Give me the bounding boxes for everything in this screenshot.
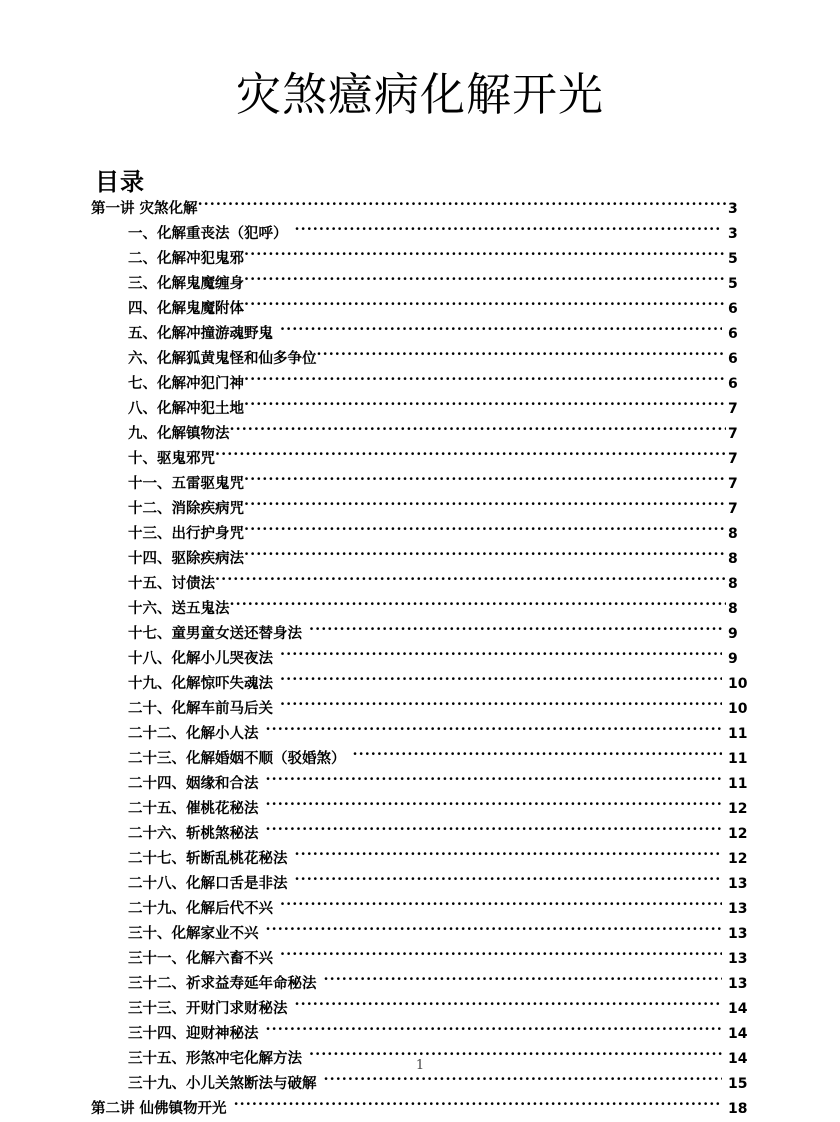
toc-entry-label: 二十七、斩断乱桃花秘法 [128, 850, 288, 867]
footer-page-number: 1 [415, 1058, 425, 1073]
toc-entry-label: 第一讲 灾煞化解 [91, 200, 198, 217]
toc-entry-page-number: 14 [728, 1001, 748, 1017]
toc-entry-page-number: 6 [728, 301, 738, 317]
toc-entry-page-number: 8 [728, 576, 738, 592]
toc-entry-page-number: 11 [728, 751, 748, 767]
toc-entry-label: 二十四、姻缘和合法 [128, 775, 259, 792]
toc-entry-page-number: 3 [728, 226, 738, 242]
toc-entry-label: 二、化解冲犯鬼邪 [128, 250, 244, 267]
toc-entry-label: 十八、化解小儿哭夜法 [128, 650, 273, 667]
toc-dot-leader [244, 263, 726, 288]
toc-dot-leader [215, 563, 726, 588]
toc-dot-leader [244, 538, 726, 563]
toc-dot-leader [295, 988, 723, 1013]
toc-entry-label: 三十二、祈求益寿延年命秘法 [128, 975, 317, 992]
toc-dot-leader [280, 688, 722, 713]
toc-dot-leader [266, 1013, 723, 1038]
toc-entry-label: 二十二、化解小人法 [128, 725, 259, 742]
toc-entry[interactable] [0, 338, 840, 367]
toc-entry[interactable] [0, 663, 840, 692]
toc-entry-page-number: 11 [728, 726, 748, 742]
toc-dot-leader [266, 788, 723, 813]
toc-entry-page-number: 15 [728, 1076, 748, 1092]
toc-dot-leader [244, 488, 726, 513]
toc-dot-leader [280, 638, 722, 663]
toc-dot-leader [266, 913, 723, 938]
toc-entry-label: 三十四、迎财神秘法 [128, 1025, 259, 1042]
toc-entry-page-number: 13 [728, 976, 748, 992]
toc-dot-leader [295, 213, 723, 238]
toc-entry[interactable] [0, 963, 840, 992]
toc-entry-page-number: 13 [728, 926, 748, 942]
toc-entry-page-number: 12 [728, 826, 748, 842]
toc-entry[interactable] [0, 263, 840, 292]
toc-entry-label: 五、化解冲撞游魂野鬼 [128, 325, 273, 342]
toc-entry-label: 三十五、形煞冲宅化解方法 [128, 1050, 302, 1067]
toc-entry-page-number: 13 [728, 876, 748, 892]
toc-entry-page-number: 6 [728, 326, 738, 342]
toc-entry[interactable] [0, 838, 840, 867]
toc-entry-label: 三、化解鬼魔缠身 [128, 275, 244, 292]
toc-entry[interactable] [0, 638, 840, 667]
toc-dot-leader [244, 288, 726, 313]
toc-entry-label: 十三、出行护身咒 [128, 525, 244, 542]
toc-entry-page-number: 13 [728, 901, 748, 917]
toc-entry-label: 十九、化解惊吓失魂法 [128, 675, 273, 692]
toc-entry[interactable] [0, 863, 840, 892]
toc-entry-label: 六、化解狐黄鬼怪和仙多争位 [128, 350, 317, 367]
toc-entry[interactable] [0, 913, 840, 942]
toc-entry[interactable] [0, 613, 840, 642]
toc-dot-leader [244, 363, 726, 388]
toc-entry-label: 七、化解冲犯门神 [128, 375, 244, 392]
toc-dot-leader [353, 738, 723, 763]
toc-entry-page-number: 9 [728, 626, 738, 642]
toc-dot-leader [280, 938, 722, 963]
toc-entry-page-number: 5 [728, 251, 738, 267]
toc-dot-leader [280, 313, 722, 338]
toc-entry-label: 三十一、化解六畜不兴 [128, 950, 273, 967]
toc-dot-leader [317, 338, 727, 363]
toc-entry-page-number: 12 [728, 851, 748, 867]
toc-entry-label: 三十、化解家业不兴 [128, 925, 259, 942]
toc-entry-page-number: 14 [728, 1026, 748, 1042]
toc-entry-label: 四、化解鬼魔附体 [128, 300, 244, 317]
toc-entry-page-number: 18 [728, 1101, 748, 1117]
toc-dot-leader [234, 1088, 722, 1113]
toc-entry[interactable] [0, 363, 840, 392]
toc-entry-page-number: 12 [728, 801, 748, 817]
toc-entry[interactable] [0, 988, 840, 1017]
toc-dot-leader [244, 463, 726, 488]
toc-dot-leader [309, 613, 722, 638]
toc-entry-page-number: 9 [728, 651, 738, 667]
toc-entry-page-number: 7 [728, 451, 738, 467]
table-of-contents [0, 188, 840, 1117]
toc-entry-label: 第二讲 仙佛镇物开光 [91, 1100, 227, 1117]
toc-entry[interactable] [0, 438, 840, 467]
toc-dot-leader [215, 438, 726, 463]
toc-dot-leader [244, 513, 726, 538]
toc-entry[interactable] [0, 738, 840, 767]
toc-dot-leader [230, 588, 727, 613]
toc-entry-page-number: 6 [728, 376, 738, 392]
toc-dot-leader [266, 763, 723, 788]
toc-entry-label: 十五、讨债法 [128, 575, 215, 592]
toc-entry[interactable] [0, 488, 840, 517]
toc-entry[interactable] [0, 788, 840, 817]
toc-entry[interactable] [0, 288, 840, 317]
toc-entry[interactable] [0, 888, 840, 917]
toc-entry-label: 二十九、化解后代不兴 [128, 900, 273, 917]
toc-entry-page-number: 8 [728, 526, 738, 542]
toc-dot-leader [244, 388, 726, 413]
toc-entry-page-number: 7 [728, 401, 738, 417]
toc-entry[interactable] [0, 763, 840, 792]
toc-entry[interactable] [0, 1088, 840, 1117]
toc-entry-label: 三十九、小儿关煞断法与破解 [128, 1075, 317, 1092]
toc-entry[interactable] [0, 713, 840, 742]
toc-dot-leader [324, 963, 723, 988]
toc-entry[interactable] [0, 188, 840, 217]
toc-entry-label: 二十五、催桃花秘法 [128, 800, 259, 817]
toc-entry[interactable] [0, 1013, 840, 1042]
toc-entry-label: 十六、送五鬼法 [128, 600, 230, 617]
toc-entry[interactable] [0, 588, 840, 617]
toc-dot-leader [280, 888, 722, 913]
toc-entry[interactable] [0, 238, 840, 267]
toc-entry-label: 一、化解重丧法（犯呼） [128, 225, 288, 242]
toc-entry[interactable] [0, 313, 840, 342]
table-of-contents-heading: 目录 [95, 166, 145, 196]
toc-entry-page-number: 7 [728, 501, 738, 517]
toc-dot-leader [266, 813, 723, 838]
toc-entry-label: 三十三、开财门求财秘法 [128, 1000, 288, 1017]
toc-entry-page-number: 5 [728, 276, 738, 292]
toc-dot-leader [266, 713, 723, 738]
toc-entry-page-number: 13 [728, 951, 748, 967]
toc-entry[interactable] [0, 563, 840, 592]
toc-entry-page-number: 6 [728, 351, 738, 367]
toc-entry-label: 八、化解冲犯土地 [128, 400, 244, 417]
toc-entry-label: 十二、消除疾病咒 [128, 500, 244, 517]
toc-entry-page-number: 7 [728, 476, 738, 492]
toc-entry-page-number: 10 [728, 676, 748, 692]
toc-entry-label: 九、化解镇物法 [128, 425, 230, 442]
toc-dot-leader [280, 663, 722, 688]
toc-dot-leader [198, 188, 726, 213]
toc-entry-label: 二十八、化解口舌是非法 [128, 875, 288, 892]
toc-entry[interactable] [0, 388, 840, 417]
toc-entry-label: 十一、五雷驱鬼咒 [128, 475, 244, 492]
toc-entry[interactable] [0, 413, 840, 442]
toc-entry-page-number: 10 [728, 701, 748, 717]
toc-entry[interactable] [0, 463, 840, 492]
toc-entry-label: 十、驱鬼邪咒 [128, 450, 215, 467]
toc-entry-page-number: 8 [728, 551, 738, 567]
toc-entry[interactable] [0, 538, 840, 567]
toc-entry-page-number: 7 [728, 426, 738, 442]
toc-entry-label: 十七、童男童女送还替身法 [128, 625, 302, 642]
toc-entry-label: 二十三、化解婚姻不顺（驳婚煞） [128, 750, 346, 767]
page-title: 灾煞癔病化解开光 [235, 68, 604, 122]
toc-entry[interactable] [0, 688, 840, 717]
toc-entry-page-number: 11 [728, 776, 748, 792]
toc-entry-page-number: 8 [728, 601, 738, 617]
toc-dot-leader [295, 863, 723, 888]
toc-entry[interactable] [0, 938, 840, 967]
toc-entry-label: 二十、化解车前马后关 [128, 700, 273, 717]
toc-entry-label: 十四、驱除疾病法 [128, 550, 244, 567]
toc-dot-leader [244, 238, 726, 263]
toc-entry-page-number: 3 [728, 201, 738, 217]
toc-entry-page-number: 14 [728, 1051, 748, 1067]
toc-entry[interactable] [0, 813, 840, 842]
toc-entry[interactable] [0, 513, 840, 542]
toc-dot-leader [230, 413, 727, 438]
toc-dot-leader [295, 838, 723, 863]
toc-entry-label: 二十六、斩桃煞秘法 [128, 825, 259, 842]
